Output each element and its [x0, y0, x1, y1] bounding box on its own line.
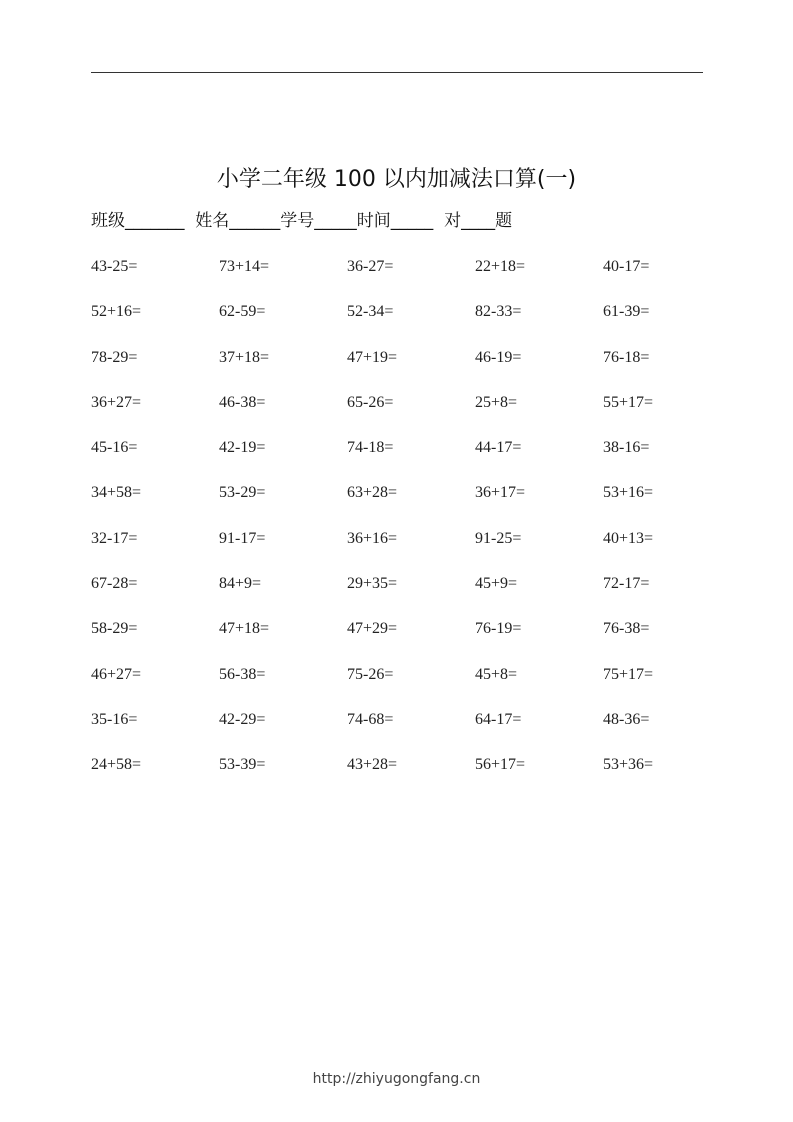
problem-row [91, 752, 731, 797]
problem-item: 36+17= [475, 484, 526, 502]
problem-item: 53+36= [603, 756, 654, 774]
problem-item: 91-25= [475, 529, 522, 547]
problem-item: 47+18= [219, 620, 270, 638]
problem-item: 52+16= [91, 303, 142, 321]
problem-item: 38-16= [603, 439, 650, 457]
problem-row [91, 571, 731, 616]
problem-item: 47+29= [347, 620, 398, 638]
problem-row [91, 616, 731, 661]
problem-item: 40+13= [603, 529, 654, 547]
problem-row [91, 480, 731, 525]
problem-item: 56-38= [219, 665, 266, 683]
problem-row [91, 299, 731, 344]
problem-item: 40-17= [603, 258, 650, 275]
problem-item: 37+18= [219, 348, 270, 366]
problem-item: 61-39= [603, 303, 650, 321]
problem-row [91, 662, 731, 707]
problem-item: 58-29= [91, 620, 138, 638]
problem-grid [91, 254, 731, 798]
student-info-line: 班级_______ 姓名______学号_____时间_____ 对____题 [91, 211, 513, 231]
page-title: 小学二年级 100 以内加减法口算(一) [216, 167, 577, 192]
problem-item: 74-18= [347, 439, 394, 457]
problem-item: 53+16= [603, 484, 654, 502]
problem-item: 45-16= [91, 439, 138, 457]
problem-item: 45+8= [475, 665, 518, 683]
problem-item: 74-68= [347, 710, 394, 728]
problem-item: 45+9= [475, 575, 518, 593]
problem-item: 67-28= [91, 575, 138, 593]
problem-item: 42-29= [219, 710, 266, 728]
problem-item: 63+28= [347, 484, 398, 502]
footer-url: http://zhiyugongfang.cn [312, 1071, 481, 1087]
problem-item: 36+16= [347, 529, 398, 547]
problem-item: 25+8= [475, 393, 518, 411]
problem-item: 36+27= [91, 393, 142, 411]
problem-item: 76-18= [603, 348, 650, 366]
problem-row [91, 390, 731, 435]
problem-row [91, 526, 731, 571]
problem-item: 82-33= [475, 303, 522, 321]
problem-item: 53-39= [219, 756, 266, 774]
problem-item: 46+27= [91, 665, 142, 683]
problem-item: 43-25= [91, 258, 138, 275]
problem-item: 22+18= [475, 258, 526, 275]
problem-item: 73+14= [219, 258, 270, 275]
problem-item: 32-17= [91, 529, 138, 547]
problem-item: 48-36= [603, 710, 650, 728]
problem-item: 47+19= [347, 348, 398, 366]
problem-item: 91-17= [219, 529, 266, 547]
problem-item: 24+58= [91, 756, 142, 774]
problem-item: 34+58= [91, 484, 142, 502]
problem-row [91, 254, 731, 299]
problem-item: 29+35= [347, 575, 398, 593]
problem-row [91, 707, 731, 752]
problem-item: 35-16= [91, 710, 138, 728]
problem-item: 55+17= [603, 393, 654, 411]
problem-item: 53-29= [219, 484, 266, 502]
problem-item: 76-38= [603, 620, 650, 638]
problem-row [91, 345, 731, 390]
header-rule [91, 72, 703, 73]
problem-item: 36-27= [347, 258, 394, 275]
problem-item: 75-26= [347, 665, 394, 683]
problem-item: 43+28= [347, 756, 398, 774]
problem-item: 72-17= [603, 575, 650, 593]
problem-row [91, 435, 731, 480]
problem-item: 64-17= [475, 710, 522, 728]
problem-item: 52-34= [347, 303, 394, 321]
problem-item: 75+17= [603, 665, 654, 683]
problem-item: 78-29= [91, 348, 138, 366]
problem-item: 46-19= [475, 348, 522, 366]
problem-item: 65-26= [347, 393, 394, 411]
problem-item: 76-19= [475, 620, 522, 638]
problem-item: 46-38= [219, 393, 266, 411]
problem-item: 84+9= [219, 575, 262, 593]
problem-item: 44-17= [475, 439, 522, 457]
problem-item: 42-19= [219, 439, 266, 457]
problem-item: 62-59= [219, 303, 266, 321]
problem-item: 56+17= [475, 756, 526, 774]
